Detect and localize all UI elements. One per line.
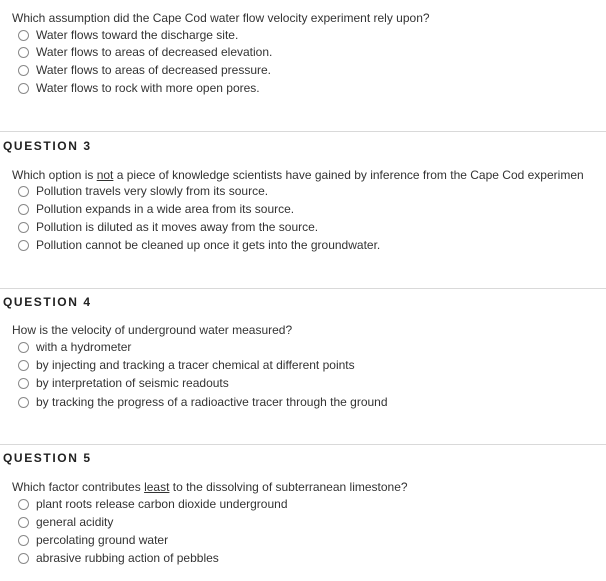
option-label: Water flows to rock with more open pores. xyxy=(36,80,260,95)
question-2-prompt-text: Which assumption did the Cape Cod water flow velocity experiment rely upon? xyxy=(12,11,430,25)
option-label: Pollution cannot be cleaned up once it gets into the groundwater. xyxy=(36,237,381,252)
option-label: percolating ground water xyxy=(36,532,169,547)
question-4-prompt-text: How is the velocity of underground water measured? xyxy=(12,323,293,337)
option-label: by tracking the progress of a radioactive tracer through the ground xyxy=(36,394,388,409)
question-3-option-2[interactable] xyxy=(18,200,294,218)
question-2-option-4[interactable] xyxy=(18,79,260,97)
radio-button-icon[interactable] xyxy=(18,186,29,197)
question-5-prompt-emphasis: least xyxy=(144,480,170,494)
question-4-prompt xyxy=(12,323,292,338)
question-2-option-2[interactable] xyxy=(18,43,272,61)
question-5-header: QUESTION 5 xyxy=(3,451,92,465)
option-label: Pollution expands in a wide area from its source. xyxy=(36,201,295,216)
option-label: Pollution travels very slowly from its source. xyxy=(36,183,269,198)
question-3-prompt-after: a piece of knowledge scientists have gained by inference from the Cape Cod experimen xyxy=(113,168,584,182)
question-5-option-3[interactable] xyxy=(18,531,168,549)
option-label: by injecting and tracking a tracer chemical at different points xyxy=(36,357,355,372)
radio-button-icon[interactable] xyxy=(18,342,29,353)
option-label: by interpretation of seismic readouts xyxy=(36,375,229,390)
question-divider xyxy=(0,444,606,445)
radio-button-icon[interactable] xyxy=(18,30,29,41)
option-label: Water flows toward the discharge site. xyxy=(36,27,239,42)
question-4-header: QUESTION 4 xyxy=(3,295,92,309)
radio-button-icon[interactable] xyxy=(18,222,29,233)
question-5-prompt xyxy=(12,480,408,495)
radio-button-icon[interactable] xyxy=(18,535,29,546)
radio-button-icon[interactable] xyxy=(18,47,29,58)
option-label: Pollution is diluted as it moves away from the source. xyxy=(36,219,319,234)
question-4-option-1[interactable] xyxy=(18,338,131,356)
radio-button-icon[interactable] xyxy=(18,360,29,371)
question-4-option-4[interactable] xyxy=(18,393,388,411)
radio-button-icon[interactable] xyxy=(18,240,29,251)
question-2-option-3[interactable] xyxy=(18,61,271,79)
option-label: general acidity xyxy=(36,514,114,529)
question-5-prompt-after: to the dissolving of subterranean limestone? xyxy=(169,480,408,494)
question-3-header: QUESTION 3 xyxy=(3,139,92,153)
question-3-prompt-before: Which option is xyxy=(12,168,97,182)
radio-button-icon[interactable] xyxy=(18,397,29,408)
option-label: Water flows to areas of decreased elevation. xyxy=(36,44,273,59)
option-label: Water flows to areas of decreased pressure. xyxy=(36,62,271,77)
option-label: plant roots release carbon dioxide underground xyxy=(36,496,288,511)
option-label: abrasive rubbing action of pebbles xyxy=(36,550,219,565)
question-divider xyxy=(0,131,606,132)
question-2-option-1[interactable] xyxy=(18,26,238,44)
question-3-option-3[interactable] xyxy=(18,218,318,236)
question-3-option-4[interactable] xyxy=(18,236,380,254)
question-3-prompt-emphasis: not xyxy=(96,168,114,182)
radio-button-icon[interactable] xyxy=(18,83,29,94)
radio-button-icon[interactable] xyxy=(18,517,29,528)
question-3-option-1[interactable] xyxy=(18,182,268,200)
radio-button-icon[interactable] xyxy=(18,553,29,564)
question-5-option-1[interactable] xyxy=(18,495,288,513)
question-5-option-2[interactable] xyxy=(18,513,113,531)
question-divider xyxy=(0,288,606,289)
question-4-option-3[interactable] xyxy=(18,374,229,392)
question-3-prompt xyxy=(12,168,584,183)
question-5-prompt-before: Which factor contributes xyxy=(12,480,145,494)
option-label: with a hydrometer xyxy=(36,339,132,354)
radio-button-icon[interactable] xyxy=(18,204,29,215)
question-5-option-4[interactable] xyxy=(18,549,219,567)
question-4-option-2[interactable] xyxy=(18,356,355,374)
question-2-prompt xyxy=(12,11,430,26)
radio-button-icon[interactable] xyxy=(18,499,29,510)
radio-button-icon[interactable] xyxy=(18,65,29,76)
radio-button-icon[interactable] xyxy=(18,378,29,389)
